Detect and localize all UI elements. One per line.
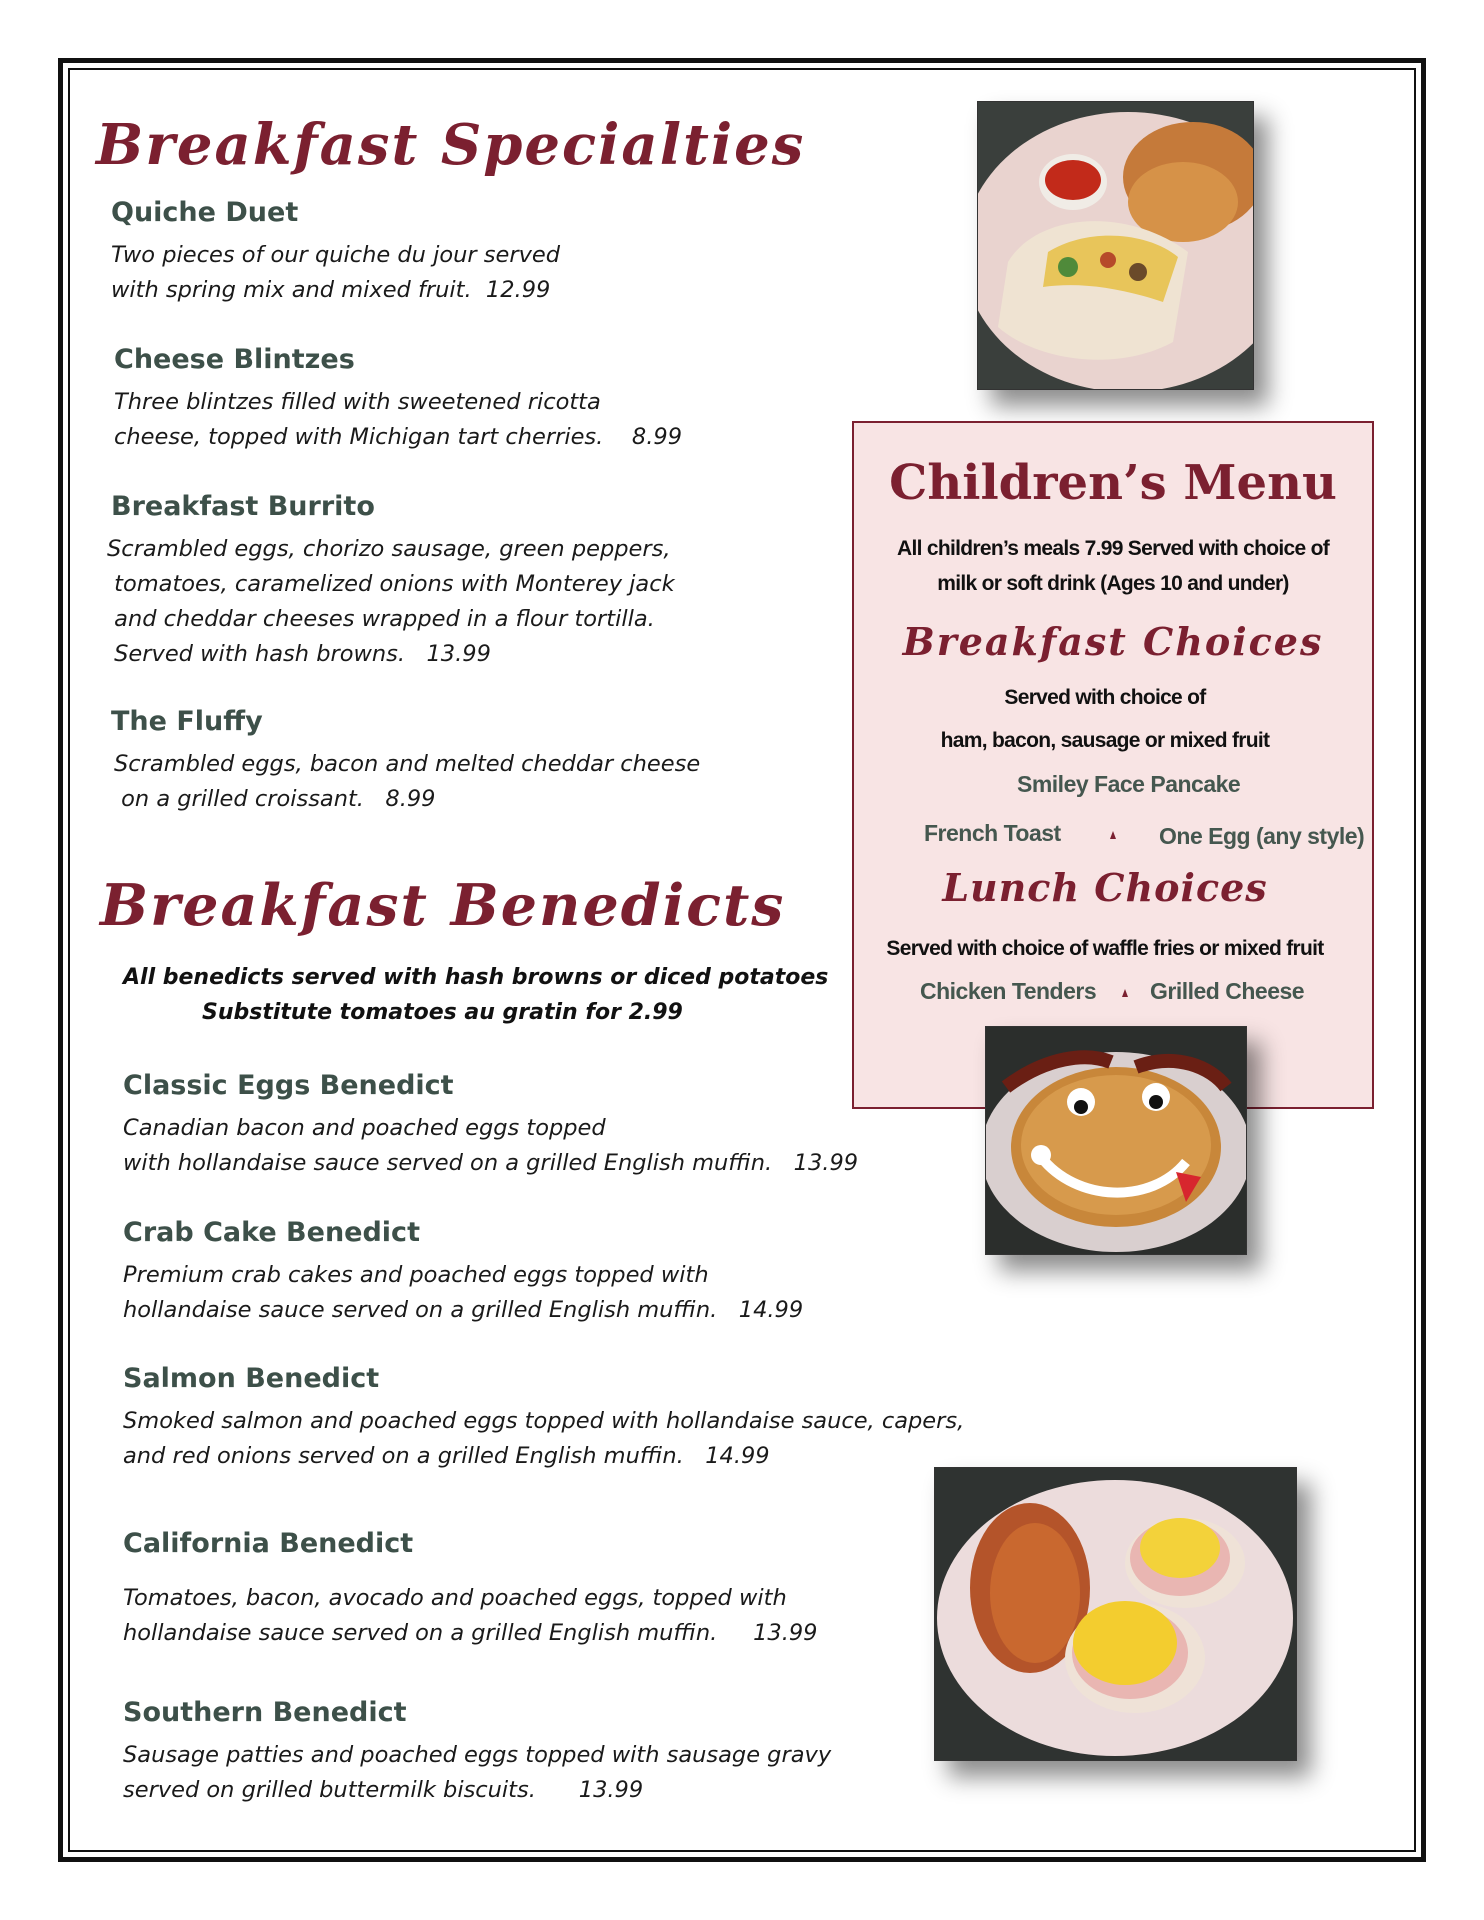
burrito-plate-image xyxy=(978,102,1253,389)
childrens-intro-line-1: All children’s meals 7.99 Served with choice of xyxy=(897,537,1329,560)
kids-item-french-toast: French Toast xyxy=(924,820,1061,846)
childrens-menu-box xyxy=(852,421,1374,1109)
item-description: Canadian bacon and poached eggs topped with hollandaise sauce served on a grilled English muffin. 13.99 xyxy=(123,1115,859,1176)
item-description: Premium crab cakes and poached eggs topped with hollandaise sauce served on a grilled English muffin. 14.99 xyxy=(123,1262,804,1323)
item-description: Sausage patties and poached eggs topped with sausage gravy served on grilled buttermilk biscuits. 13.99 xyxy=(123,1742,832,1803)
item-name: Breakfast Burrito xyxy=(111,491,375,522)
specialties-title: Breakfast Specialties xyxy=(96,112,806,178)
separator-dot xyxy=(1110,831,1116,839)
benedicts-note-1: All benedicts served with hash browns or diced potatoes xyxy=(123,965,829,990)
childrens-menu-title: Children’s Menu xyxy=(889,455,1337,511)
menu-item-southern-benedict xyxy=(123,1697,831,1808)
kids-item-grilled-cheese: Grilled Cheese xyxy=(1150,978,1305,1004)
benedicts-title: Breakfast Benedicts xyxy=(100,872,786,939)
item-name: Cheese Blintzes xyxy=(114,344,355,375)
menu-item-classic-eggs-benedict xyxy=(123,1070,858,1181)
separator-dot xyxy=(1122,989,1128,997)
kids-item-smiley-face-pancake: Smiley Face Pancake xyxy=(1017,771,1241,797)
smiley-pancake-image xyxy=(986,1027,1246,1254)
item-description: Two pieces of our quiche du jour served with spring mix and mixed fruit. 12.99 xyxy=(111,242,561,303)
item-name: Salmon Benedict xyxy=(123,1363,380,1394)
item-name: Crab Cake Benedict xyxy=(123,1217,420,1248)
benedicts-note-2: Substitute tomatoes au gratin for 2.99 xyxy=(202,1000,683,1025)
childrens-intro-line-2: milk or soft drink (Ages 10 and under) xyxy=(937,572,1289,595)
smiley-pancake-photo xyxy=(985,1026,1247,1255)
item-name: Classic Eggs Benedict xyxy=(123,1070,454,1101)
breakfast-choices-title: Breakfast Choices xyxy=(902,619,1324,664)
item-description: Scrambled eggs, chorizo sausage, green peppers, tomatoes, caramelized onions with Monterey jack and cheddar cheeses wrapped in a flour tortilla. Served with hash browns. 13.99 xyxy=(107,536,675,667)
item-description: Smoked salmon and poached eggs topped with hollandaise sauce, capers, and red onions served on a grilled English muffin. 14.99 xyxy=(123,1408,965,1469)
kids-item-chicken-tenders: Chicken Tenders xyxy=(920,978,1097,1004)
lunch-choices-note: Served with choice of waffle fries or mixed fruit xyxy=(886,937,1324,960)
eggs-benedict-photo xyxy=(934,1467,1297,1761)
menu-item-breakfast-burrito xyxy=(107,491,675,672)
kids-item-one-egg: One Egg (any style) xyxy=(1159,823,1365,849)
menu-item-california-benedict xyxy=(123,1528,818,1651)
breakfast-choices-note-2: ham, bacon, sausage or mixed fruit xyxy=(940,729,1270,752)
item-name: The Fluffy xyxy=(111,706,263,737)
menu-item-the-fluffy xyxy=(111,706,700,817)
lunch-choices-title: Lunch Choices xyxy=(942,865,1268,910)
menu-item-quiche-duet xyxy=(111,197,560,308)
menu-item-cheese-blintzes xyxy=(114,344,682,455)
breakfast-choices-note-1: Served with choice of xyxy=(1004,686,1206,709)
item-description: Tomatoes, bacon, avocado and poached eggs, topped with hollandaise sauce served on a grilled English muffin. 13.99 xyxy=(123,1585,818,1646)
item-name: Quiche Duet xyxy=(111,197,299,228)
eggs-benedict-image xyxy=(935,1468,1296,1760)
item-name: California Benedict xyxy=(123,1528,414,1559)
item-description: Three blintzes filled with sweetened ricotta cheese, topped with Michigan tart cherries. 8.99 xyxy=(114,389,683,450)
menu-item-crab-cake-benedict xyxy=(123,1217,803,1328)
item-name: Southern Benedict xyxy=(123,1697,407,1728)
menu-item-salmon-benedict xyxy=(123,1363,964,1474)
item-description: Scrambled eggs, bacon and melted cheddar cheese on a grilled croissant. 8.99 xyxy=(114,751,701,812)
burrito-photo xyxy=(977,101,1254,390)
